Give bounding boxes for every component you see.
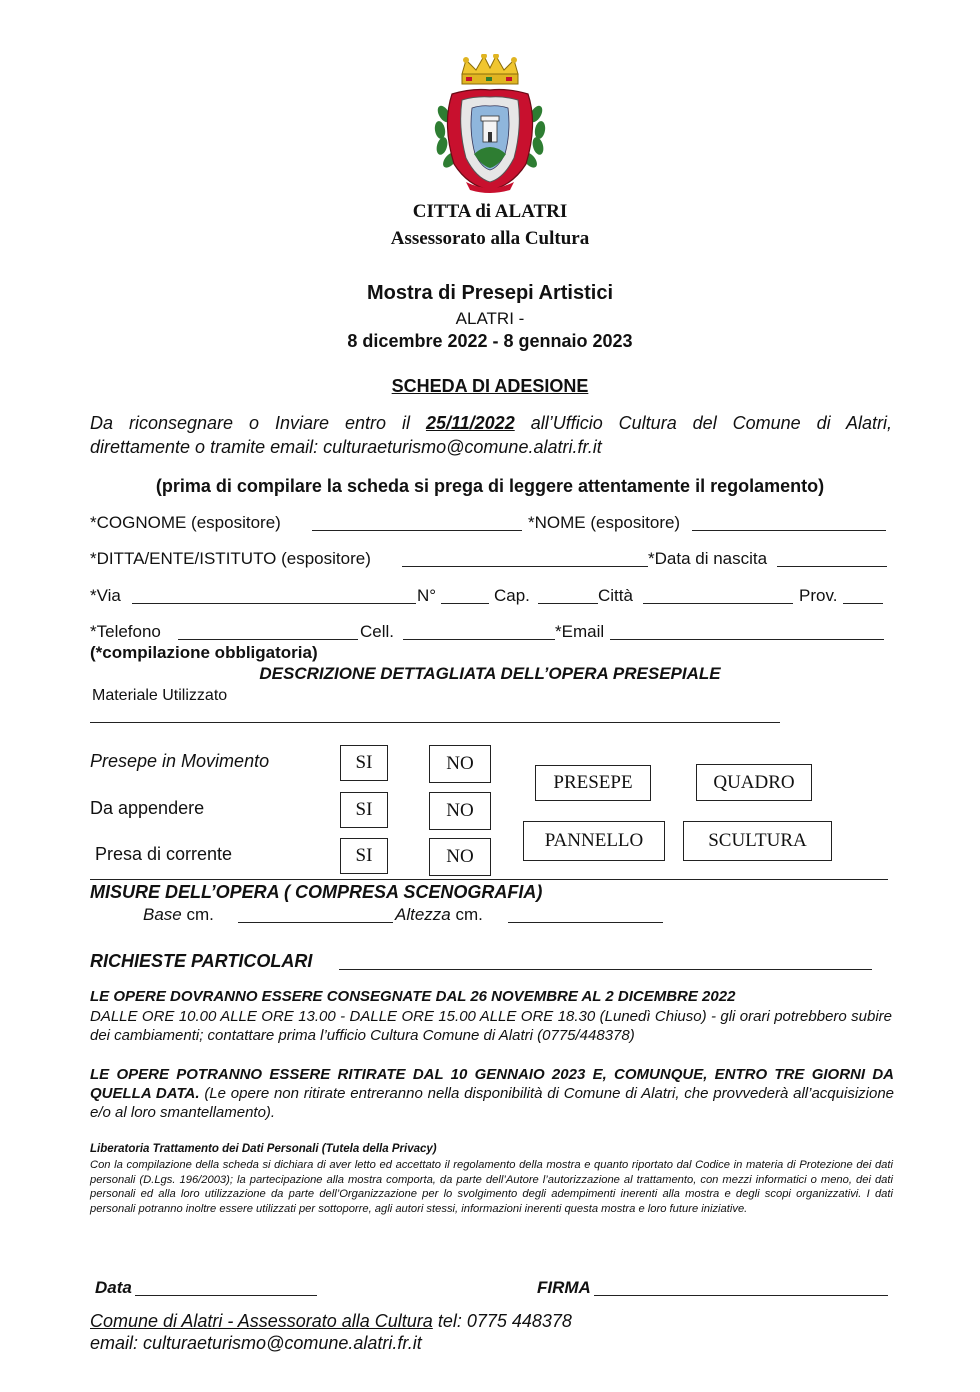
telefono-label: *Telefono xyxy=(90,622,161,641)
hanging-label: Da appendere xyxy=(90,798,205,818)
cognome-label: *COGNOME (espositore) xyxy=(90,513,281,532)
prov-label: Prov. xyxy=(799,586,838,605)
email-field[interactable] xyxy=(610,639,884,640)
date-label: Data xyxy=(95,1278,132,1297)
footer-office-line xyxy=(90,1311,572,1332)
movement-yes-checkbox[interactable]: SI xyxy=(340,745,388,781)
email-label: *Email xyxy=(555,622,605,641)
data-nascita-field[interactable] xyxy=(777,566,887,567)
city-title: CITTA di ALATRI xyxy=(412,201,568,222)
power-yes-checkbox[interactable]: SI xyxy=(340,838,388,874)
cell-field[interactable] xyxy=(403,639,555,640)
pickup-text: (Le opere non ritirate entreranno nella disponibilità di Comune di Alatri, che provvederà all’acquisizione e/o al loro smantellamento). xyxy=(90,1085,895,1121)
signature-field[interactable] xyxy=(594,1295,888,1296)
privacy-text: Con la compilazione della scheda si dichiara di aver letto ed accettato il regolamento della mostra e quanto riportato dal Codice in materia di Protezione dei dati personali (D.Lgs. 196/2003); la partecipazione alla mostra comporta, da parte dell’Autore l’autorizzazione al trattamento, con mezzi informatici o meno, dei dati personali ed alla loro utilizzazione da parte dell’Organizzazione per lo svolgimento degli adempimenti inerenti alla mostra e degli scopi organizzativi. I dati personali potranno inoltre essere utilizzati per sottoporre, agli autori stessi, informazioni inerenti questa mostra e loro future iniziative. xyxy=(90,1159,893,1215)
footer-email: email: culturaeturismo@comune.alatri.fr.it xyxy=(90,1333,422,1353)
form-title: SCHEDA DI ADESIONE xyxy=(391,376,589,396)
crown-icon xyxy=(462,54,518,84)
type-presepe-box[interactable]: PRESEPE xyxy=(535,765,651,801)
citta-label: Città xyxy=(598,586,633,605)
nome-label: *NOME (espositore) xyxy=(528,513,681,532)
numero-label: N° xyxy=(417,586,437,605)
coat-of-arms-logo xyxy=(428,54,552,194)
delivery-title: LE OPERE DOVRANNO ESSERE CONSEGNATE DAL 26 NOVEMBRE AL 2 DICEMBRE 2022 xyxy=(90,988,736,1005)
ditta-label: *DITTA/ENTE/ISTITUTO (espositore) xyxy=(90,549,371,568)
requests-field[interactable] xyxy=(339,969,872,970)
event-dates: 8 dicembre 2022 - 8 gennaio 2023 xyxy=(347,331,633,351)
base-unit: cm. xyxy=(181,905,214,924)
height-word: Altezza xyxy=(395,905,451,924)
power-label: Presa di corrente xyxy=(95,844,233,864)
type-quadro-box[interactable]: QUADRO xyxy=(696,764,812,801)
cap-label: Cap. xyxy=(494,586,530,605)
height-unit: cm. xyxy=(450,905,483,924)
cognome-field[interactable] xyxy=(312,530,522,531)
hanging-no-checkbox[interactable]: NO xyxy=(429,792,491,830)
type-pannello-box[interactable]: PANNELLO xyxy=(523,821,665,861)
prov-field[interactable] xyxy=(843,603,883,604)
date-field[interactable] xyxy=(135,1295,317,1296)
citta-field[interactable] xyxy=(643,603,793,604)
base-label xyxy=(143,905,214,925)
signature-label: FIRMA xyxy=(537,1278,591,1297)
movement-no-checkbox[interactable]: NO xyxy=(429,745,491,783)
requests-label: RICHIESTE PARTICOLARI xyxy=(90,951,313,971)
cap-field[interactable] xyxy=(538,603,598,604)
ditta-field[interactable] xyxy=(402,566,648,567)
movement-label: Presepe in Movimento xyxy=(90,751,270,771)
intro-suffix: all’Ufficio Cultura del Comune di Alatri, xyxy=(514,413,892,433)
power-no-checkbox[interactable]: NO xyxy=(429,838,491,876)
delivery-text: DALLE ORE 10.00 ALLE ORE 13.00 - DALLE ORE 15.00 ALLE ORE 18.30 (Lunedì Chiuso) - gli orari potrebbero subire dei cambiamenti; contattare prima l’ufficio Cultura Comune di Alatri (0775/448378) xyxy=(90,1008,892,1044)
event-title: Mostra di Presepi Artistici xyxy=(367,282,613,304)
notice-text: (prima di compilare la scheda si prega di leggere attentamente il regolamento) xyxy=(155,476,825,496)
pickup-title: LE OPERE POTRANNO ESSERE RITIRATE DAL 10 GENNAIO 2023 E, COMUNQUE, ENTRO TRE GIORNI DA QUELLA DATA. xyxy=(90,1066,894,1102)
hanging-yes-checkbox[interactable]: SI xyxy=(340,792,388,828)
description-title: DESCRIZIONE DETTAGLIATA DELL’OPERA PRESEPIALE xyxy=(259,664,721,683)
options-divider xyxy=(90,879,888,880)
footer-phone: tel: 0775 448378 xyxy=(432,1311,572,1331)
via-field[interactable] xyxy=(132,603,416,604)
pickup-block xyxy=(90,1065,894,1122)
intro-prefix: Da riconsegnare o Inviare entro il xyxy=(90,413,426,433)
base-word: Base xyxy=(143,905,182,924)
department-title: Assessorato alla Cultura xyxy=(390,228,590,249)
nome-field[interactable] xyxy=(692,530,886,531)
height-field[interactable] xyxy=(508,922,663,923)
numero-field[interactable] xyxy=(441,603,489,604)
type-scultura-box[interactable]: SCULTURA xyxy=(683,821,832,861)
data-nascita-label: *Data di nascita xyxy=(648,549,768,568)
intro-deadline: 25/11/2022 xyxy=(425,413,515,433)
footer-office: Comune di Alatri - Assessorato alla Cultura xyxy=(90,1311,433,1331)
intro-line-2: direttamente o tramite email: culturaeturismo@comune.alatri.fr.it xyxy=(90,437,602,457)
event-place: ALATRI - xyxy=(455,309,525,328)
height-label xyxy=(395,905,483,925)
measures-title: MISURE DELL’OPERA ( COMPRESA SCENOGRAFIA) xyxy=(90,882,543,902)
material-field[interactable] xyxy=(90,722,780,723)
intro-line-1 xyxy=(90,413,892,434)
privacy-title: Liberatoria Trattamento dei Dati Personali (Tutela della Privacy) xyxy=(90,1143,437,1155)
material-label: Materiale Utilizzato xyxy=(92,687,228,704)
cell-label: Cell. xyxy=(360,622,395,641)
base-field[interactable] xyxy=(238,922,393,923)
mandatory-note: (*compilazione obbligatoria) xyxy=(90,643,318,662)
telefono-field[interactable] xyxy=(178,639,358,640)
via-label: *Via xyxy=(90,586,121,605)
